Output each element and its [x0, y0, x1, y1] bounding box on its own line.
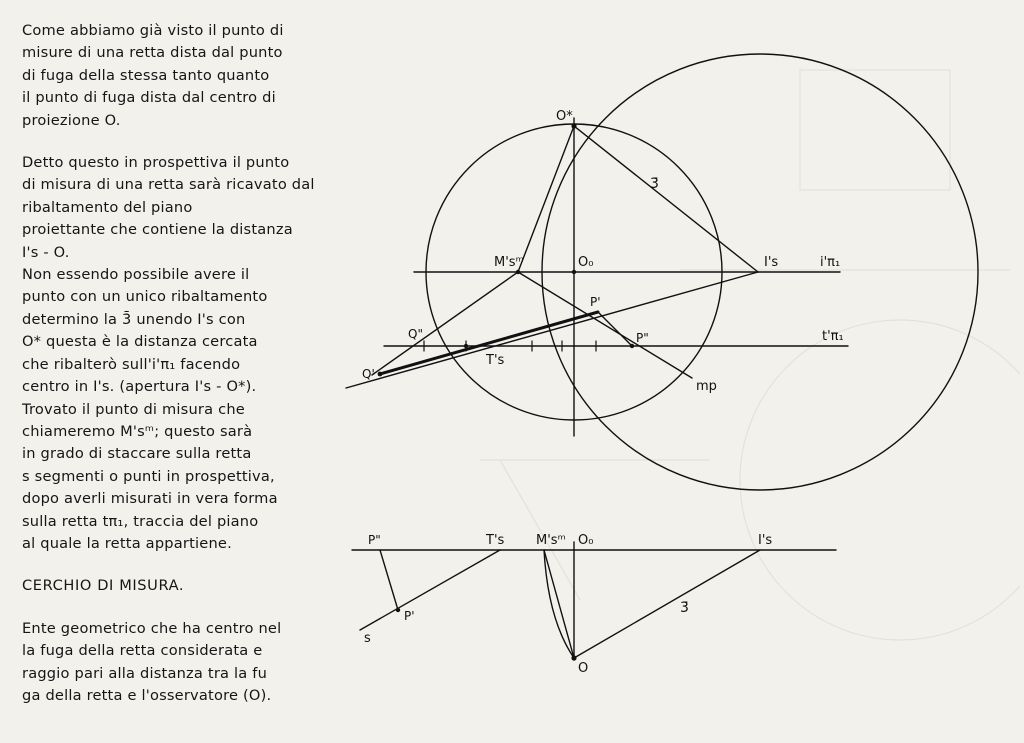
text-line: determino la 3̄ unendo I's con [22, 310, 246, 328]
section-heading: CERCHIO DI MISURA. [22, 577, 185, 595]
label-pdprime: P" [636, 331, 649, 345]
text-line: sulla retta tπ₁, traccia del piano [22, 512, 259, 530]
point-o0 [572, 270, 576, 274]
label-d-bar: 3̄ [650, 176, 659, 192]
label-ms: M'sᵐ [494, 255, 524, 270]
point-pdprime [630, 344, 634, 348]
label-bottom-s: s [364, 631, 371, 646]
text-line: proiettante che contiene la distanza [22, 221, 293, 239]
label-bottom-ms: M'sᵐ [536, 533, 566, 548]
text-line: Trovato il punto di misura che [22, 400, 245, 418]
text-line: di fuga della stessa tanto quanto [22, 66, 270, 84]
line-ms-mp [518, 272, 692, 378]
text-line: che ribalterò sull'i'π₁ facendo [22, 355, 241, 373]
line-ostar-ms [518, 126, 574, 272]
label-o-star: O* [556, 109, 573, 124]
bottom-line-ms-o [544, 550, 574, 658]
point-bottom-o [571, 655, 576, 660]
point-qprime [378, 372, 383, 377]
text-line: raggio pari alla distanza tra la fu [22, 664, 268, 682]
label-bottom-o0: O₀ [578, 533, 594, 548]
text-line: Ente geometrico che ha centro nel [22, 619, 282, 637]
text-line: chiameremo M'sᵐ; questo sarà [22, 422, 253, 440]
label-t-pi: t'π₁ [822, 329, 844, 344]
bottom-line-pdprime-pprime [380, 550, 398, 610]
point-bottom-pprime [396, 608, 400, 612]
label-o0: O₀ [578, 255, 594, 270]
label-mp: mp [696, 379, 717, 394]
label-bottom-is: I's [758, 533, 773, 548]
text-line: misure di una retta dista dal punto [22, 44, 283, 62]
label-bottom-o: O [578, 661, 589, 676]
text-line: di misura di una retta sarà ricavato dal ribaltamento del piano [22, 176, 315, 216]
bottom-line-is-o [574, 550, 760, 658]
text-line: in grado di staccare sulla retta [22, 445, 252, 463]
distance-line-ostar-is [574, 126, 758, 272]
text-line: proiezione O. [22, 111, 121, 129]
label-is: I's [764, 255, 779, 270]
label-qprime: Q' [362, 367, 375, 381]
point-ts [464, 344, 468, 348]
label-bottom-ts: T's [486, 533, 505, 548]
label-bottom-pprime: P' [404, 609, 415, 623]
text-line: I's - O. [22, 243, 70, 261]
text-line: Come abbiamo già visto il punto di [22, 22, 284, 39]
segment-pdprime-pprime [598, 312, 632, 346]
point-ms [516, 270, 520, 274]
text-line: O* questa è la distanza cercata [22, 333, 258, 351]
text-line: s segmenti o punti in prospettiva, [22, 467, 275, 485]
text-line: Detto questo in prospettiva il punto [22, 154, 290, 172]
label-pprime: P' [590, 295, 601, 309]
text-line: Non essendo possibile avere il [22, 266, 250, 284]
text-line: dopo averli misurati in vera forma [22, 490, 278, 508]
label-ts: T's [486, 353, 505, 368]
point-o-star [571, 123, 576, 128]
label-bottom-d-bar: 3̄ [680, 600, 689, 616]
text-line: al quale la retta appartiene. [22, 534, 232, 552]
text-line: il punto di fuga dista dal centro di [22, 89, 276, 107]
label-bottom-pdprime: P" [368, 533, 381, 547]
text-line: ga della retta e l'osservatore (O). [22, 686, 272, 704]
label-qdprime: Q" [408, 327, 423, 341]
text-line: la fuga della retta considerata e [22, 642, 263, 660]
text-line: punto con un unico ribaltamento [22, 288, 268, 306]
text-line: centro in I's. (apertura I's - O*). [22, 378, 257, 396]
label-i-pi: i'π₁ [820, 255, 841, 270]
bottom-line-s [360, 550, 500, 630]
